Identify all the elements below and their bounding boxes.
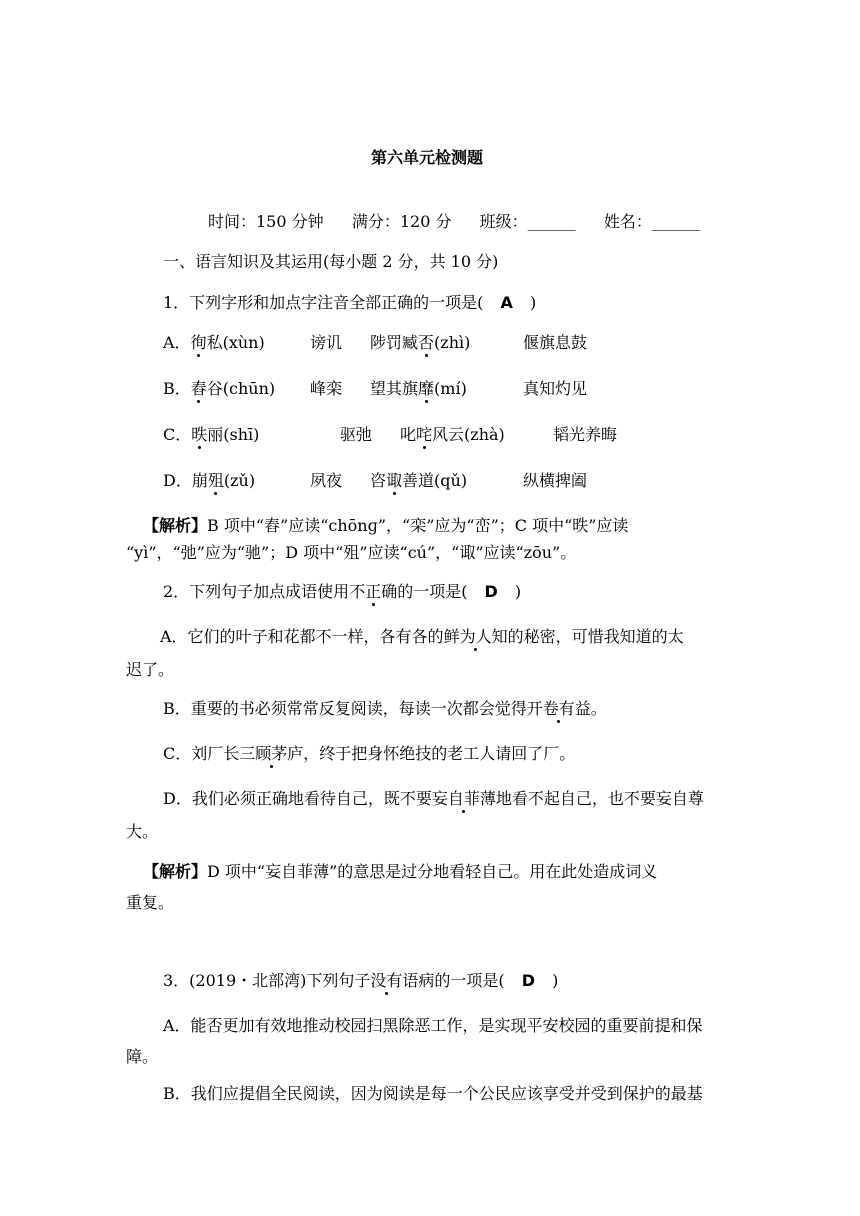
idiom: 鲜为人知 <box>443 627 508 646</box>
exam-time: 时间：150 分钟 <box>208 212 324 231</box>
dotted-char: 诹 <box>386 471 403 490</box>
option-text: ，终于把身怀绝技的老工人请回了厂。 <box>303 744 576 763</box>
option-a-word4: 偃旗息鼓 <box>523 333 588 352</box>
option-a-word3: 陟罚臧 <box>370 333 419 352</box>
question-1-text: 1．下列字形和加点字注音全部正确的一项是( <box>163 293 484 312</box>
option-b-word2: 峰栾 <box>310 379 343 398</box>
question-3-text-mid: 语病的一项是( <box>402 971 505 990</box>
option-text: A．它们的叶子和花都不一样，各有各的 <box>160 627 444 646</box>
analysis-tag: 【解析】 <box>143 516 208 535</box>
question-2-close: ) <box>514 582 522 601</box>
option-c-pinyin: 丽(shī) <box>207 425 260 444</box>
class-label: 班级： <box>479 212 528 231</box>
option-text: 地看不起自己，也不要妄自尊 <box>495 789 704 808</box>
option-text: 的秘密，可惜我知道的太 <box>507 627 684 646</box>
option-c-word4: 韬光养晦 <box>553 425 618 444</box>
dotted-char: 否 <box>418 333 435 352</box>
dotted-char: 徇 <box>190 333 207 352</box>
option-a-pinyin: 私(xùn) <box>206 333 265 352</box>
option-b-pinyin3: (mí) <box>434 379 467 398</box>
dotted-char: 舂 <box>190 379 207 398</box>
question-2-answer: D <box>484 582 498 601</box>
q1-analysis-line1 <box>143 516 628 536</box>
class-blank: ______ <box>527 212 576 231</box>
emphasis-word: 没有 <box>370 971 403 990</box>
option-text: B．重要的书必须常常反复阅读，每读一次都会觉得 <box>163 699 527 718</box>
option-c-pinyin3: 风云(zhà) <box>432 425 505 444</box>
idiom: 三顾茅庐 <box>239 744 304 763</box>
option-b-pinyin: 谷(chūn) <box>206 379 276 398</box>
option-text: 。 <box>590 699 607 718</box>
question-3-answer: D <box>521 971 536 990</box>
dotted-char: 咤 <box>416 425 433 444</box>
option-b-word4: 真知灼见 <box>523 379 588 398</box>
q3-option-a-line2: 障。 <box>126 1047 159 1066</box>
question-1-close: ) <box>530 293 537 312</box>
idiom: 开卷有益 <box>526 699 591 718</box>
exam-score: 满分：120 分 <box>351 212 452 231</box>
question-3-stem <box>163 971 558 991</box>
question-2-text: 2．下列句子加点成语使用 <box>163 582 350 601</box>
emphasis-word: 不正确 <box>349 582 398 601</box>
idiom: 妄自菲薄 <box>431 789 496 808</box>
option-c-word3: 叱 <box>400 425 417 444</box>
q2-option-a-line2: 迟了。 <box>126 660 175 679</box>
q2-analysis-line1 <box>143 862 657 882</box>
question-1-answer: A <box>500 293 513 312</box>
question-1-stem <box>163 293 536 313</box>
q3-option-b-line1: B．我们应提倡全民阅读，因为阅读是每一个公民应该享受并受到保护的最基 <box>163 1084 703 1103</box>
question-2-text-mid: 的一项是( <box>397 582 468 601</box>
page-title: 第六单元检测题 <box>371 148 484 167</box>
dotted-char: 靡 <box>418 379 435 398</box>
option-b-word3: 望其旗 <box>370 379 419 398</box>
q2-option-d-line2: 大。 <box>126 822 159 841</box>
analysis-text: B 项中“舂”应读“chōnɡ”，“栾”应为“峦”；C 项中“昳”应读 <box>207 516 629 535</box>
q2-option-a-line1 <box>160 627 684 647</box>
option-c-label: C． <box>163 425 192 444</box>
option-a-word2: 谤讥 <box>310 333 343 352</box>
option-d-pinyin: (zǔ) <box>223 471 256 490</box>
q2-option-b <box>163 699 607 719</box>
analysis-tag: 【解析】 <box>143 862 208 881</box>
q2-analysis-line2: 重复。 <box>126 893 175 912</box>
analysis-text: D 项中“妄自菲薄”的意思是过分地看轻自己。用在此处造成词义 <box>207 862 658 881</box>
dotted-char: 殂 <box>207 471 224 490</box>
section-heading: 一、语言知识及其运用(每小题 2 分，共 10 分) <box>163 252 499 271</box>
question-3-text: 3．(2019・北部湾)下列句子 <box>163 971 371 990</box>
option-text: D．我们必须正确地看待自己，既不要 <box>163 789 432 808</box>
option-a-pinyin3: (zhì) <box>434 333 471 352</box>
q2-option-c <box>163 744 575 764</box>
q2-option-d-line1 <box>163 789 704 809</box>
option-text: C．刘厂长 <box>163 744 240 763</box>
question-3-close: ) <box>552 971 559 990</box>
option-d-word3: 咨 <box>370 471 387 490</box>
option-b-label: B． <box>163 379 191 398</box>
q3-option-a-line1: A．能否更加有效地推动校园扫黑除恶工作，是实现平安校园的重要前提和保 <box>163 1016 703 1035</box>
name-label: 姓名： <box>603 212 652 231</box>
dotted-char: 昳 <box>191 425 208 444</box>
option-d-label: D．崩 <box>163 471 208 490</box>
name-blank: ______ <box>651 212 700 231</box>
option-c-word2: 驱弛 <box>340 425 373 444</box>
question-2-stem <box>163 582 521 602</box>
option-a-label: A． <box>163 333 191 352</box>
option-d-word4: 纵横捭阖 <box>523 471 588 490</box>
option-d-word2: 夙夜 <box>310 471 343 490</box>
option-d-pinyin3: 善道(qǔ) <box>402 471 468 490</box>
exam-info <box>208 212 700 232</box>
q1-analysis-line2: “yì”，“弛”应为“驰”；D 项中“殂”应读“cú”，“诹”应读“zōu”。 <box>126 543 577 562</box>
